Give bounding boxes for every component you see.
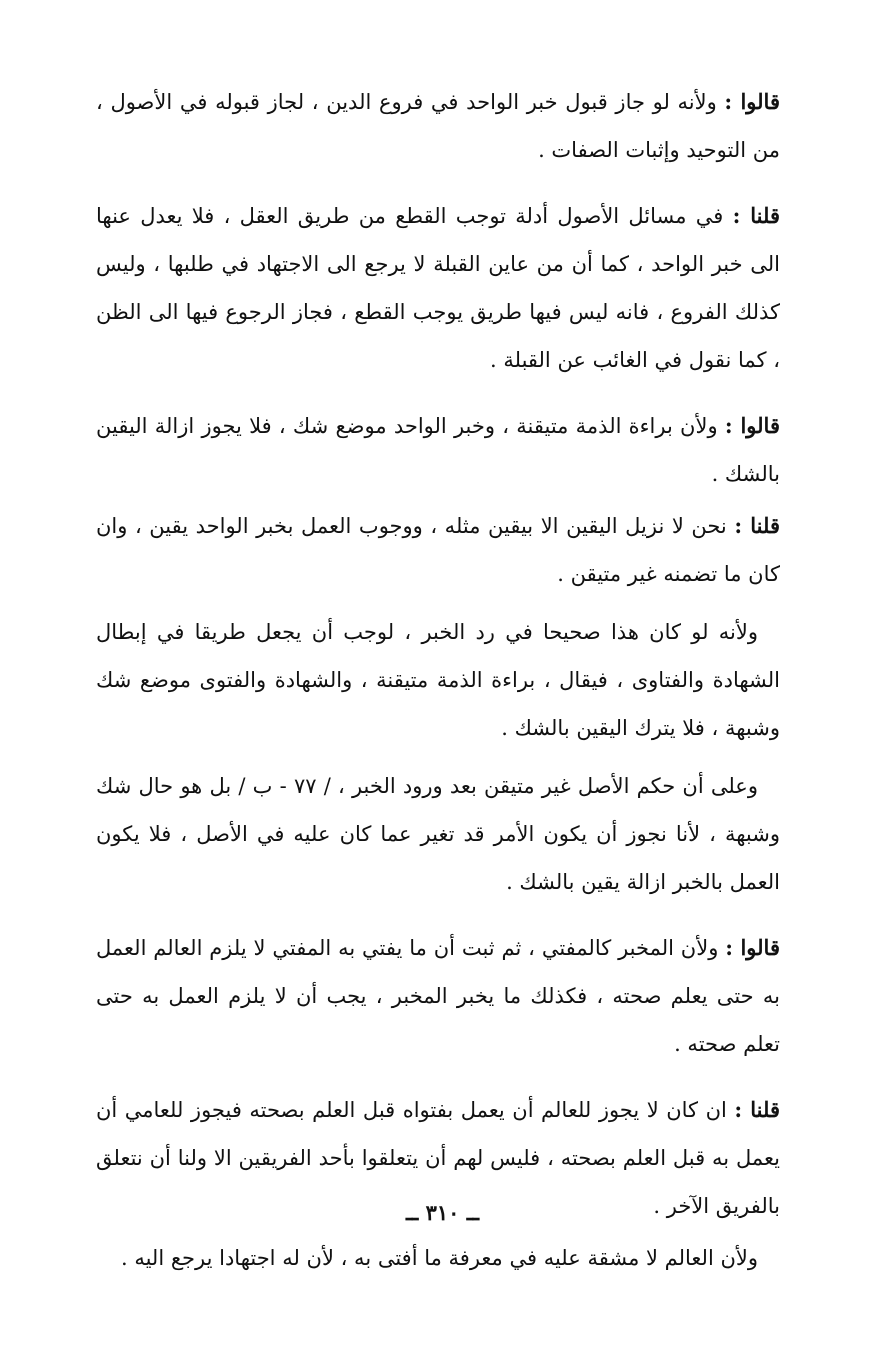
- paragraph-7: [96, 924, 780, 1068]
- paragraph-text: نحن لا نزيل اليقين الا بيقين مثله ، ووجوب العمل بخبر الواحد يقين ، وان كان ما تضمنه غير متيقن .: [96, 514, 780, 586]
- paragraph-9: [96, 1234, 780, 1282]
- paragraph-text: وعلى أن حكم الأصل غير متيقن بعد ورود الخبر ، / ٧٧ - ب / بل هو حال شك وشبهة ، لأنا نجوز أن يكون الأمر قد تغير عما كان عليه في الأصل ، فلا يكون العمل بالخبر ازالة يقين بالشك .: [96, 774, 780, 894]
- paragraph-text: ولأن المخبر كالمفتي ، ثم ثبت أن ما يفتي به المفتي لا يلزم العالم العمل به حتى يعلم صحته ، فكذلك ما يخبر المخبر ، يجب أن لا يلزم العمل به حتى تعلم صحته .: [96, 936, 780, 1056]
- paragraph-2: [96, 192, 780, 384]
- paragraph-lead: قلنا :: [734, 513, 780, 538]
- page-body: [96, 78, 780, 1282]
- paragraph-text: ولأن براءة الذمة متيقنة ، وخبر الواحد موضع شك ، فلا يجوز ازالة اليقين بالشك .: [96, 414, 780, 486]
- paragraph-6: [96, 762, 780, 906]
- paragraph-4: [96, 502, 780, 598]
- paragraph-5: [96, 608, 780, 752]
- paragraph-3: [96, 402, 780, 498]
- paragraph-text: في مسائل الأصول أدلة توجب القطع من طريق العقل ، فلا يعدل عنها الى خبر الواحد ، كما أن من عاين القبلة لا يرجع الى الاجتهاد في طلبها ، وليس كذلك الفروع ، فانه ليس فيها طريق يوجب القطع ، فجاز الرجوع فيها الى الظن ، كما نقول في الغائب عن القبلة .: [96, 204, 780, 372]
- paragraph-text: ان كان لا يجوز للعالم أن يعمل بفتواه قبل العلم بصحته فيجوز للعامي أن يعمل به قبل العلم بصحته ، فليس لهم أن يتعلقوا بأحد الفريقين الا ولنا أن نتعلق بالفريق الآخر .: [96, 1098, 780, 1218]
- paragraph-text: ولأنه لو كان هذا صحيحا في رد الخبر ، لوجب أن يجعل طريقا في إبطال الشهادة والفتاوى ، فيقال ، براءة الذمة متيقنة ، والشهادة والفتوى موضع شك وشبهة ، فلا يترك اليقين بالشك .: [96, 620, 780, 740]
- paragraph-lead: قالوا :: [724, 89, 780, 114]
- paragraph-lead: قالوا :: [724, 413, 780, 438]
- paragraph-text: ولأنه لو جاز قبول خبر الواحد في فروع الدين ، لجاز قبوله في الأصول ، من التوحيد وإثبات الصفات .: [96, 90, 780, 162]
- paragraph-lead: قالوا :: [725, 935, 780, 960]
- paragraph-1: [96, 78, 780, 174]
- paragraph-text: ولأن العالم لا مشقة عليه في معرفة ما أفتى به ، لأن له اجتهادا يرجع اليه .: [120, 1246, 758, 1270]
- page-number: ــ ٣١٠ ــ: [405, 1200, 480, 1225]
- paragraph-lead: قلنا :: [732, 203, 780, 228]
- paragraph-lead: قلنا :: [734, 1097, 780, 1122]
